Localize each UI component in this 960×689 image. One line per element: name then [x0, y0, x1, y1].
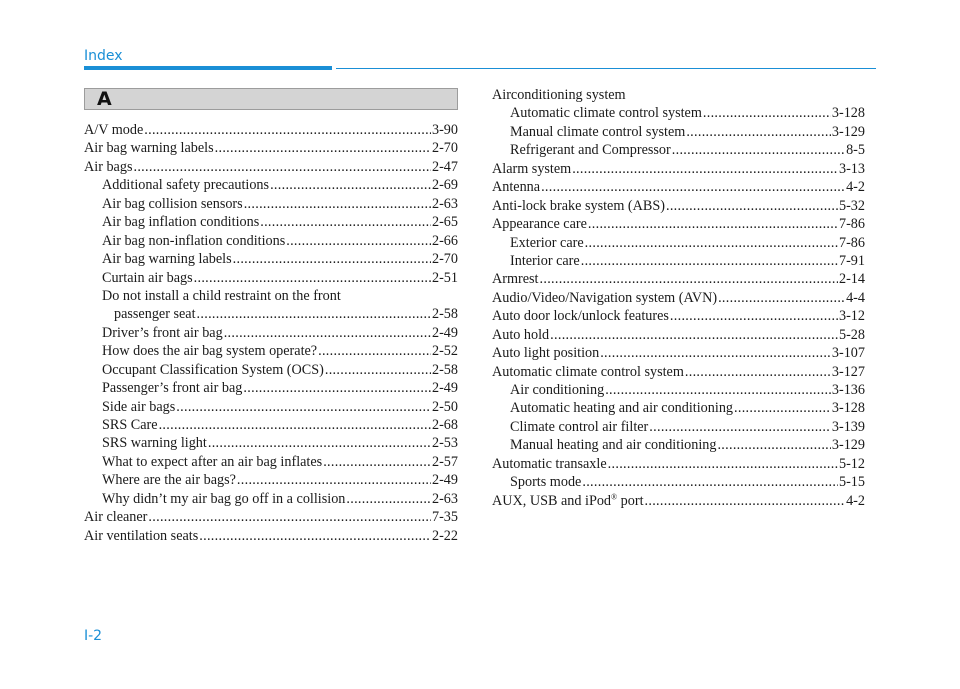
index-entry-label: How does the air bag system operate?	[102, 343, 318, 360]
index-entry-label: Automatic climate control system	[492, 363, 684, 380]
index-entry	[492, 86, 865, 104]
index-entry-label: Auto hold	[492, 326, 550, 343]
index-entry-label: Airconditioning system	[492, 87, 626, 103]
index-entry-page: 2-14	[838, 271, 865, 288]
index-entry	[492, 344, 865, 362]
dot-leader	[582, 473, 838, 491]
dot-leader	[133, 158, 431, 176]
index-entry-label: A/V mode	[84, 122, 144, 138]
index-entry-label: Appearance care	[492, 216, 587, 233]
index-entry	[492, 197, 865, 215]
section-letter: A	[97, 88, 112, 110]
dot-leader	[600, 344, 831, 362]
dot-leader	[208, 434, 431, 452]
index-entry-label: Air ventilation seats	[84, 527, 199, 544]
index-entry-label: Why didn’t my air bag go off in a collision	[102, 490, 346, 507]
index-entry-label: Occupant Classification System (OCS)	[102, 361, 324, 378]
dot-leader	[541, 178, 845, 196]
index-column-right	[492, 86, 865, 510]
index-column-left	[84, 121, 458, 545]
index-entry	[84, 269, 458, 287]
index-entry	[84, 250, 458, 268]
index-entry-page: 3-129	[831, 123, 865, 140]
index-entry-page: 4-2	[846, 179, 865, 196]
dot-leader	[224, 324, 431, 342]
index-entry-page: 2-63	[431, 490, 458, 507]
index-entry-page: 3-128	[831, 400, 865, 417]
dot-leader	[323, 453, 431, 471]
dot-leader	[585, 234, 838, 252]
dot-leader	[718, 289, 845, 307]
index-entry-label: Curtain air bags	[102, 269, 193, 286]
dot-leader	[260, 213, 431, 231]
index-entry	[492, 381, 865, 399]
index-entry-label: Air bag warning labels	[84, 140, 214, 157]
dot-leader	[550, 326, 838, 344]
index-entry-page: 2-58	[431, 306, 458, 323]
dot-leader	[346, 490, 431, 508]
index-entry	[492, 215, 865, 233]
index-entry	[84, 398, 458, 416]
index-entry	[492, 234, 865, 252]
section-letter-box	[84, 88, 458, 110]
index-entry-page: 2-63	[431, 195, 458, 212]
index-entry-page: 5-32	[838, 197, 865, 214]
header-rule-thick	[84, 66, 332, 70]
index-entry	[492, 473, 865, 491]
index-entry-label: Air cleaner	[84, 509, 148, 526]
index-entry-page: 3-12	[838, 308, 865, 325]
index-entry-page: 2-69	[431, 177, 458, 194]
dot-leader	[670, 307, 838, 325]
index-entry-label: Audio/Video/Navigation system (AVN)	[492, 289, 718, 306]
index-entry	[84, 379, 458, 397]
dot-leader	[243, 379, 431, 397]
index-entry-label: passenger seat	[114, 306, 196, 323]
index-entry-label: Air bag non-inflation conditions	[102, 232, 286, 249]
dot-leader	[581, 252, 838, 270]
index-entry-label: Automatic heating and air conditioning	[510, 400, 734, 417]
index-entry-page: 5-28	[838, 326, 865, 343]
index-entry-label: Refrigerant and Compressor	[510, 142, 671, 159]
dot-leader	[176, 398, 431, 416]
index-entry-page: 8-5	[846, 142, 865, 159]
index-entry-label: Where are the air bags?	[102, 472, 236, 489]
dot-leader	[588, 215, 838, 233]
index-entry-label: Do not install a child restraint on the front	[102, 287, 341, 304]
index-entry	[492, 418, 865, 436]
index-entry-label: Passenger’s front air bag	[102, 380, 243, 397]
dot-leader	[666, 197, 838, 215]
index-entry	[84, 195, 458, 213]
dot-leader	[685, 363, 831, 381]
dot-leader	[703, 104, 831, 122]
index-entry-label: What to expect after an air bag inflates	[102, 453, 323, 470]
dot-leader	[233, 250, 431, 268]
index-entry-label: Driver’s front air bag	[102, 324, 223, 341]
index-entry-page: 2-53	[431, 435, 458, 452]
index-entry-label: Armrest	[492, 271, 539, 288]
index-entry	[492, 252, 865, 270]
index-entry-label: Antenna	[492, 179, 541, 196]
index-entry-page: 3-90	[431, 122, 458, 138]
index-entry-label: Air bags	[84, 158, 133, 175]
index-entry-label: Air conditioning	[510, 382, 605, 398]
index-entry-page: 2-66	[431, 232, 458, 249]
index-entry-page: 7-86	[838, 234, 865, 251]
dot-leader	[197, 305, 431, 323]
index-entry-page: 2-57	[431, 453, 458, 470]
index-entry-page: 2-58	[431, 361, 458, 378]
dot-leader	[672, 141, 845, 159]
index-entry-page: 2-47	[431, 158, 458, 175]
index-entry	[84, 453, 458, 471]
index-entry-label: Auto door lock/unlock features	[492, 308, 669, 325]
index-entry-label: Interior care	[510, 252, 580, 269]
index-entry	[492, 141, 865, 159]
index-entry-label: SRS warning light	[102, 435, 207, 452]
index-entry-page: 2-49	[431, 324, 458, 341]
index-entry-label: Manual climate control system	[510, 123, 686, 140]
dot-leader	[237, 471, 431, 489]
index-entry	[84, 305, 458, 323]
index-entry	[84, 139, 458, 157]
index-entry-label: Sports mode	[510, 474, 582, 491]
index-entry	[84, 361, 458, 379]
index-entry	[84, 121, 458, 139]
index-entry-page: 2-51	[431, 269, 458, 286]
index-entry-label: SRS Care	[102, 417, 158, 433]
index-entry	[492, 160, 865, 178]
dot-leader	[144, 121, 431, 139]
index-entry	[492, 123, 865, 141]
index-entry	[84, 232, 458, 250]
index-entry-page: 3-127	[831, 363, 865, 380]
index-entry-page: 3-129	[831, 437, 865, 454]
index-entry-label: Manual heating and air conditioning	[510, 437, 717, 454]
dot-leader	[645, 492, 846, 510]
header-rule-thin	[336, 68, 876, 69]
index-entry	[84, 508, 458, 526]
index-entry-page: 2-65	[431, 214, 458, 231]
index-entry-page: 7-35	[431, 509, 458, 526]
index-entry-page: 5-15	[838, 474, 865, 491]
dot-leader	[244, 195, 431, 213]
index-entry	[84, 176, 458, 194]
index-entry-page: 5-12	[838, 455, 865, 472]
dot-leader	[605, 381, 831, 399]
index-entry-page: 3-139	[831, 418, 865, 435]
dot-leader	[194, 269, 431, 287]
dot-leader	[608, 455, 838, 473]
index-entry	[492, 289, 865, 307]
dot-leader	[717, 436, 830, 454]
index-entry-label: Automatic climate control system	[510, 105, 702, 122]
index-entry	[84, 471, 458, 489]
dot-leader	[325, 361, 431, 379]
dot-leader	[540, 270, 838, 288]
index-entry	[492, 492, 865, 510]
index-entry-page: 3-136	[831, 382, 865, 398]
index-entry	[84, 158, 458, 176]
dot-leader	[318, 342, 431, 360]
index-entry-label: AUX, USB and iPod® port	[492, 491, 644, 509]
index-entry-label: Alarm system	[492, 160, 572, 177]
index-entry-page: 4-4	[846, 289, 865, 306]
index-entry-page: 3-107	[831, 345, 865, 362]
index-entry	[492, 307, 865, 325]
index-entry-label: Air bag warning labels	[102, 251, 232, 268]
index-entry	[84, 416, 458, 434]
index-entry	[492, 326, 865, 344]
footer-page-number: I-2	[84, 628, 103, 644]
index-entry	[492, 363, 865, 381]
dot-leader	[199, 527, 431, 545]
index-entry	[84, 527, 458, 545]
index-entry	[492, 436, 865, 454]
index-entry-page: 2-68	[431, 417, 458, 433]
index-entry-label: Exterior care	[510, 234, 584, 251]
index-entry	[492, 178, 865, 196]
index-entry	[492, 455, 865, 473]
index-entry-label: Climate control air filter	[510, 418, 649, 435]
index-entry	[492, 270, 865, 288]
dot-leader	[215, 139, 431, 157]
index-entry-page: 3-13	[838, 160, 865, 177]
registered-mark: ®	[611, 491, 618, 501]
index-entry-page: 2-70	[431, 140, 458, 157]
index-entry-page: 2-50	[431, 398, 458, 415]
index-entry	[492, 399, 865, 417]
index-entry-page: 2-70	[431, 251, 458, 268]
index-entry	[84, 342, 458, 360]
dot-leader	[686, 123, 831, 141]
index-entry-page: 7-86	[838, 216, 865, 233]
index-entry-label: Additional safety precautions	[102, 177, 270, 194]
dot-leader	[286, 232, 431, 250]
dot-leader	[734, 399, 831, 417]
index-entry	[84, 490, 458, 508]
dot-leader	[148, 508, 431, 526]
dot-leader	[572, 160, 838, 178]
index-entry-label: Air bag inflation conditions	[102, 214, 260, 231]
index-entry-page: 2-22	[431, 527, 458, 544]
index-entry	[84, 213, 458, 231]
index-entry-page: 2-49	[431, 380, 458, 397]
index-entry-label: Side air bags	[102, 398, 176, 415]
index-entry-page: 2-52	[431, 343, 458, 360]
index-entry-page: 3-128	[831, 105, 865, 122]
index-entry	[84, 287, 458, 305]
index-entry	[84, 324, 458, 342]
index-entry-label: Automatic transaxle	[492, 455, 607, 472]
dot-leader	[270, 176, 431, 194]
index-entry-page: 4-2	[846, 492, 865, 509]
index-entry-page: 7-91	[838, 252, 865, 269]
index-header-title: Index	[84, 48, 123, 64]
dot-leader	[159, 416, 431, 434]
dot-leader	[649, 418, 831, 436]
index-entry	[492, 104, 865, 122]
index-entry-label: Anti-lock brake system (ABS)	[492, 197, 665, 214]
index-entry-label: Auto light position	[492, 345, 600, 362]
index-entry-label: Air bag collision sensors	[102, 195, 243, 212]
index-entry-page: 2-49	[431, 472, 458, 489]
index-entry	[84, 434, 458, 452]
